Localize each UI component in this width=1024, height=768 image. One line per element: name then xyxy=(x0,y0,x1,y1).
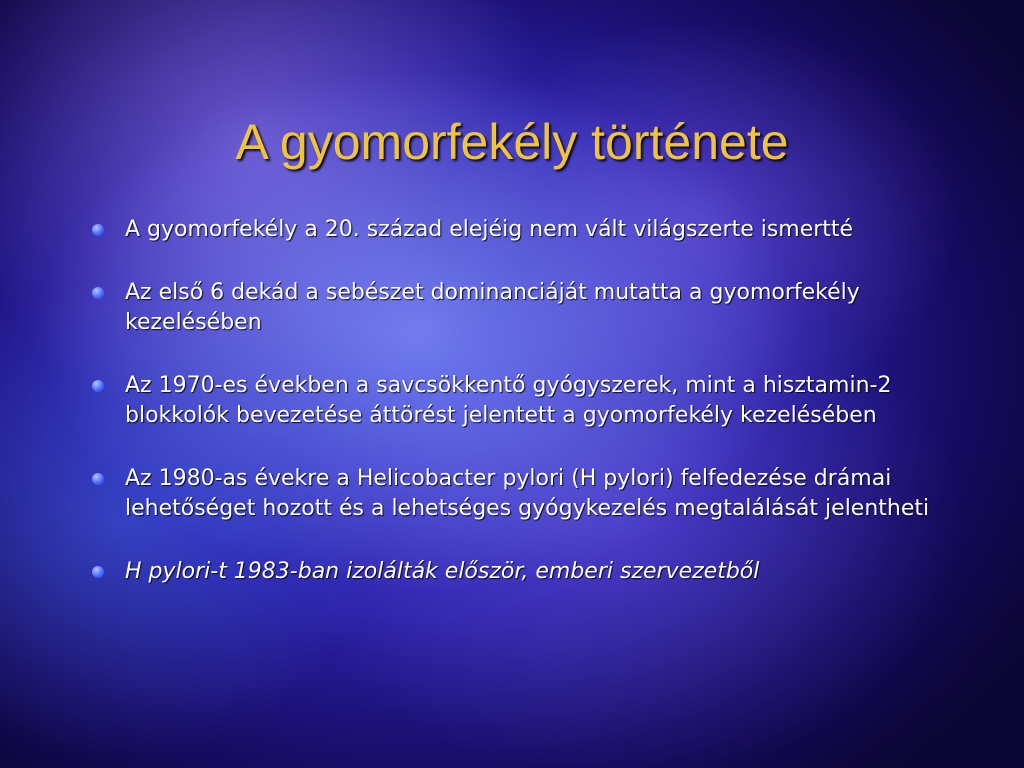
bullet-text: Az első 6 dekád a sebészet dominanciáját mutatta a gyomorfekély kezelésében xyxy=(125,280,860,335)
bullet-text: Az 1980-as évekre a Helicobacter pylori (H pylori) felfedezése drámai lehetőséget hozott és a lehetséges gyógykezelés megtalálását jelentheti xyxy=(125,466,930,521)
bullet-list xyxy=(88,215,988,620)
slide-title: A gyomorfekély története xyxy=(235,114,789,170)
bullet-item xyxy=(88,278,988,338)
bullet-item xyxy=(88,464,988,524)
bullet-item xyxy=(88,557,988,587)
bullet-dot-icon xyxy=(92,224,104,236)
bullet-item xyxy=(88,215,988,245)
bullet-text: A gyomorfekély a 20. század elejéig nem vált világszerte ismertté xyxy=(125,217,854,242)
bullet-dot-icon xyxy=(92,473,104,485)
bullet-text: H pylori-t 1983-ban izolálták először, emberi szervezetből xyxy=(125,559,760,584)
bullet-text: Az 1970-es években a savcsökkentő gyógyszerek, mint a hisztamin-2 blokkolók bevezetése áttörést jelentett a gyomorfekély kezelésében xyxy=(125,373,892,428)
bullet-dot-icon xyxy=(92,566,104,578)
bullet-dot-icon xyxy=(92,380,104,392)
bullet-item xyxy=(88,371,988,431)
bullet-dot-icon xyxy=(92,287,104,299)
